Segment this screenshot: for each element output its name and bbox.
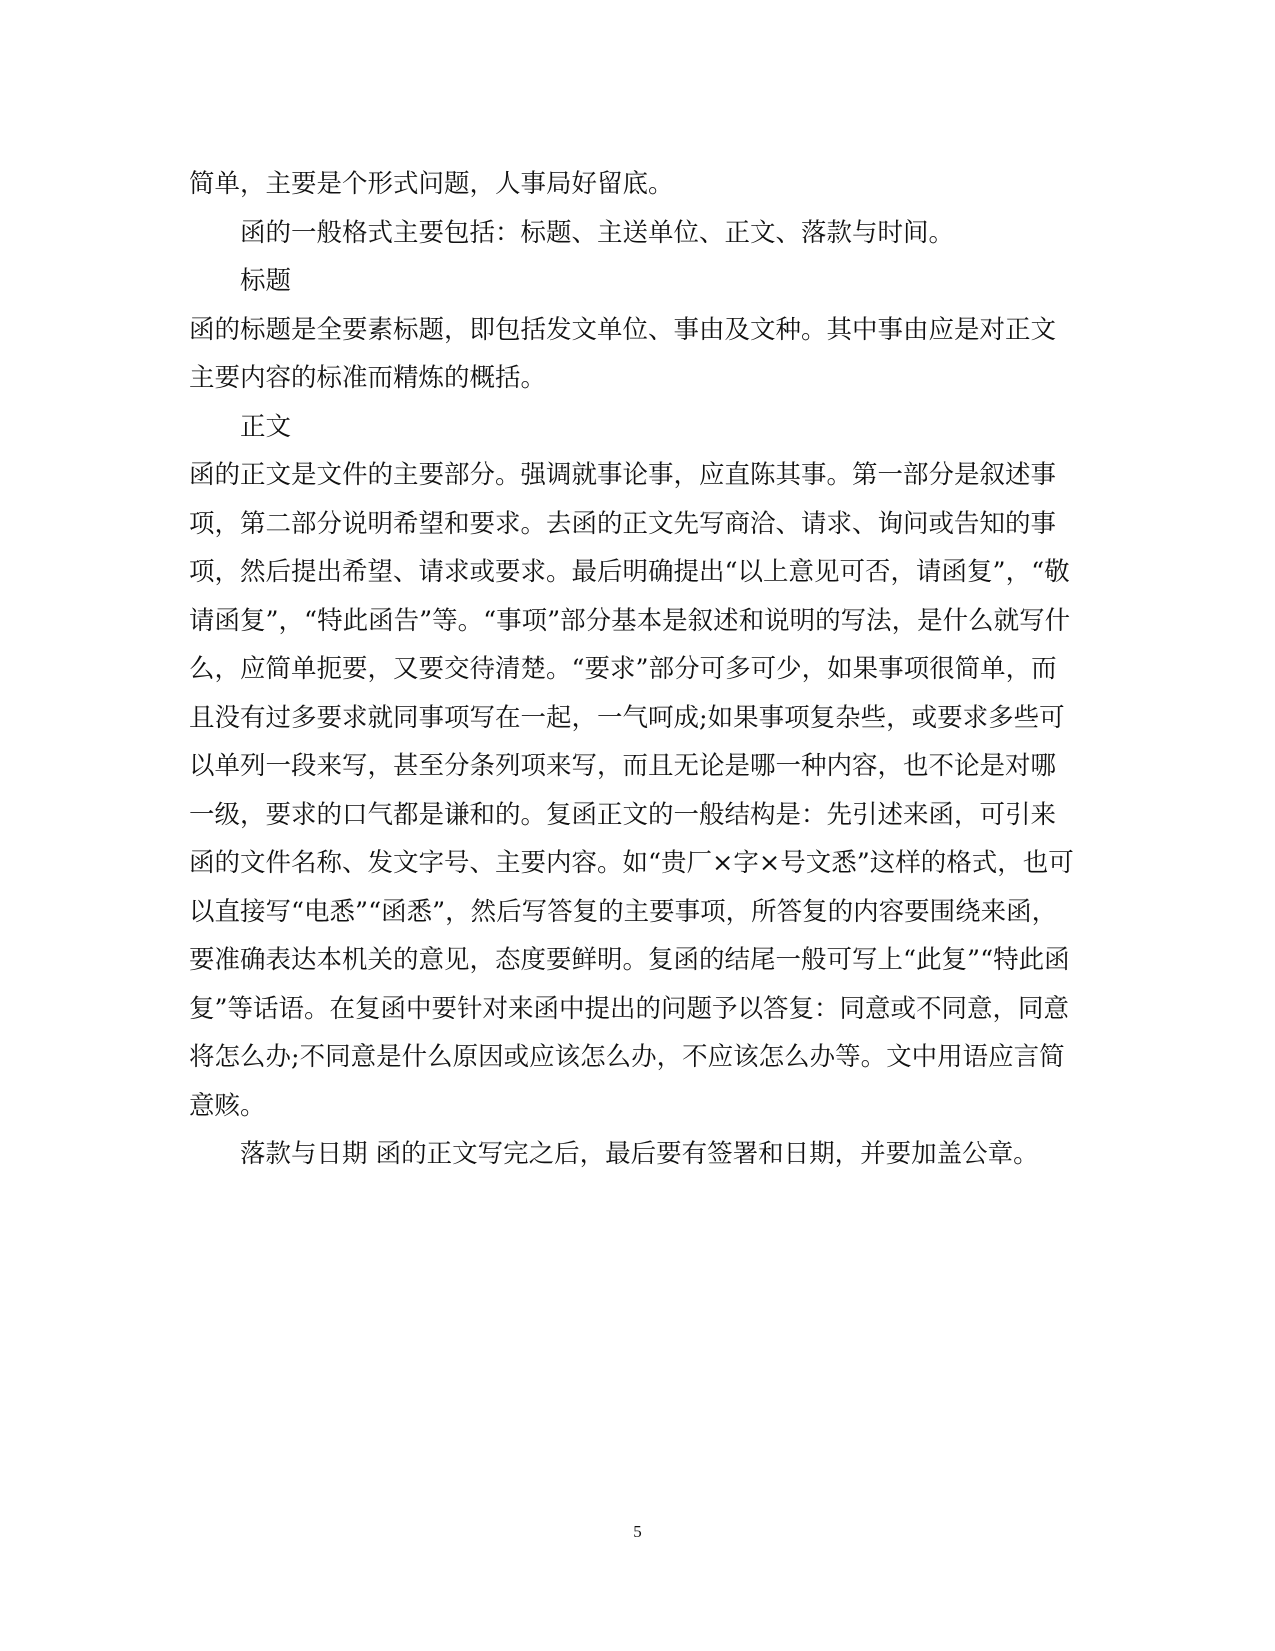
paragraph-intro-continuation: 简单，主要是个形式问题，人事局好留底。 bbox=[189, 169, 674, 199]
document-body bbox=[189, 160, 1079, 1179]
section-heading-body: 正文 bbox=[240, 411, 292, 442]
paragraph-title-description: 函的标题是全要素标题，即包括发文单位、事由及文种。其中事由应是对正文主要内容的标准而精炼的概括。 bbox=[189, 314, 1057, 393]
page-number: 5 bbox=[633, 1522, 642, 1541]
paragraph-signature-date: 落款与日期 函的正文写完之后，最后要有签署和日期，并要加盖公章。 bbox=[240, 1139, 1039, 1169]
paragraph-body-description: 函的正文是文件的主要部分。强调就事论事，应直陈其事。第一部分是叙述事项，第二部分说明希望和要求。去函的正文先写商洽、请求、询问或告知的事项，然后提出希望、请求或要求。最后明确提出“以上意见可否，请函复”，“敬请函复”，“特此函告”等。“事项”部分基本是叙述和说明的写法，是什么就写什么，应简单扼要，又要交待清楚。“要求”部分可多可少，如果事项很简单，而且没有过多要求就同事项写在一起，一气呵成;如果事项复杂些，或要求多些可以单列一段来写，甚至分条列项来写，而且无论是哪一种内容，也不论是对哪一级，要求的口气都是谦和的。复函正文的一般结构是：先引述来函，可引来函的文件名称、发文字号、主要内容。如“贵厂×字×号文悉”这样的格式，也可以直接写“电悉”“函悉”，然后写答复的主要事项，所答复的内容要围绕来函，要准确表达本机关的意见，态度要鲜明。复函的结尾一般可写上“此复”“特此函复”等话语。在复函中要针对来函中提出的问题予以答复：同意或不同意，同意将怎么办;不同意是什么原因或应该怎么办，不应该怎么办等。文中用语应言简意赅。 bbox=[189, 460, 1074, 1121]
paragraph-format-overview: 函的一般格式主要包括：标题、主送单位、正文、落款与时间。 bbox=[240, 217, 955, 248]
section-heading-title: 标题 bbox=[240, 266, 292, 296]
